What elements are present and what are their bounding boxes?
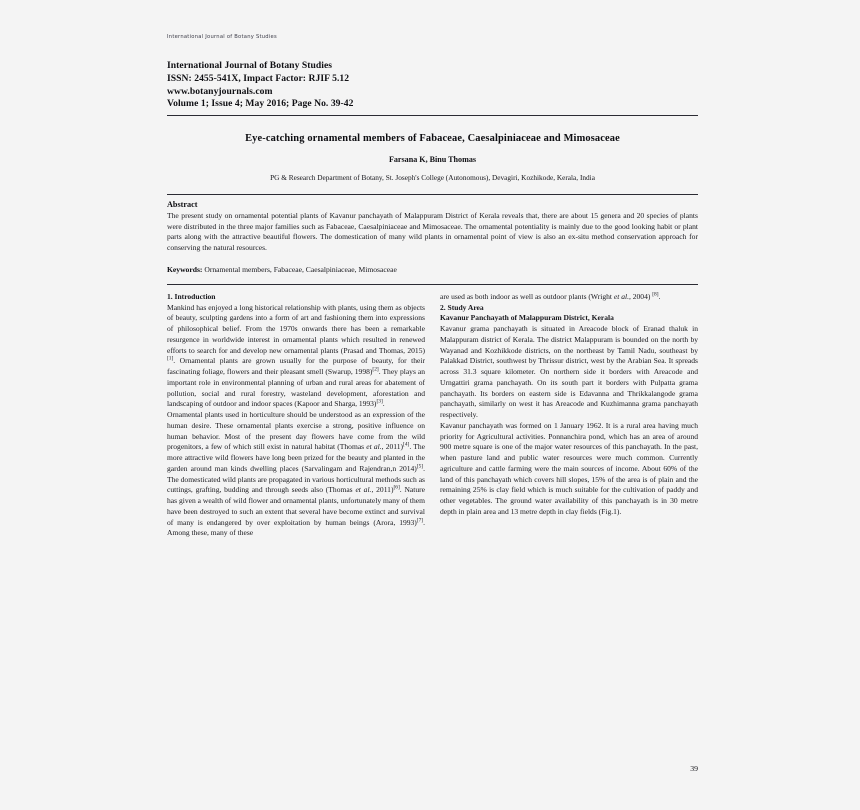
- citation-ref-5: [5]: [416, 463, 424, 470]
- italic-et-al-2: et al.: [355, 485, 372, 495]
- intro-text-b: . Ornamental plants are grown usually for the purpose of beauty, for their fascinating foliage, flowers and their pleasant smell (Swarup, 1998): [167, 356, 425, 377]
- citation-ref-2: [2]: [372, 366, 379, 373]
- section-heading-study-area: 2. Study Area: [440, 302, 484, 312]
- page-content: [167, 0, 698, 539]
- intro2-text-b: , 2011): [381, 442, 404, 452]
- intro-text-a: Mankind has enjoyed a long historical relationship with plants, using them as objects of beauty, sculpting gardens into a form of art and fashioning them into expressions of philosophical belief. From the 1970s onwards there has been a remarkable resurgence in worldwide interest in ornamental plants which resulted in renewed efforts to search for and develop new ornamental plants (Prasad and Thomas, 2015): [167, 302, 425, 355]
- keywords-value: Ornamental members, Fabaceae, Caesalpiniaceae, Mimosaceae: [204, 264, 397, 274]
- page-number: 39: [690, 764, 698, 773]
- intro2-text-c: . The more attractive wild flowers have long been prized for the beauty and planted in the garden around man kinds dwelling places (Sarvalingam and Rajendran,n 2014): [167, 442, 425, 473]
- citation-ref-6: [6]: [393, 484, 400, 491]
- paragraph-introduction-1: [167, 303, 425, 411]
- abstract-body: The present study on ornamental potential plants of Kavanur panchayath of Malappuram District of Kerala reveals that, there are about 15 genera and 20 species of plants were distributed in the three major families such as Fabaceae, Caesalpiniaceae and Mimosaceae. The ornamental potentiality is mainly due to the good looking habit or plant parts along with the attractive beautiful flowers. The domestication of many wild plants in ornamental point of view is also an ex-situ method conservation approach for conserving the natural resources.: [167, 210, 698, 253]
- intro2-text-a: Ornamental plants used in horticulture should be understood as an expression of the human desire. These ornamental plants exercise a strong, positive influence on human behavior. Most of the present day flowers have come from the wild progenitors, a few of which still exist in natural habitat (Thomas: [167, 410, 425, 452]
- section-heading-introduction: 1. Introduction: [167, 291, 216, 301]
- body-columns: [167, 292, 698, 539]
- paragraph-study-area-2: Kavanur panchayath was formed on 1 January 1962. It is a rural area having much priority for Agricultural activities. Ponnanchira pond, which has an area of around 900 metre square is one of the major water resources of this panchayath. In the past, when pasture land and public water resources were much common. Currently agriculture and cattle farming were the main sources of income. About 60% of the land of this panchayath which covers hill slopes, 15% of the area is of plain and the remaining 25% is clay field which is much suitable for the cultivation of paddy and other vegetables. The ground water availability of this panchayath is in 30 metre depth in plain area and 13 metre depth in clay fields (Fig.1).: [440, 420, 698, 516]
- masthead-issn-impact: ISSN: 2455-541X, Impact Factor: RJIF 5.12: [167, 72, 350, 84]
- paragraph-study-area-1: Kavanur grama panchayath is situated in Areacode block of Eranad thaluk in Malappuram district of Kerala. The district Malappuram is bounded on the north by Wayanad and Kozhikkode districts, on the northeast by Tamil Nadu, southeast by Palakkad District, southwest by Thrissur district, west by the Arabian Sea. It spreads across 31.3 square kilometer. On northern side it borders with Areacode and Urngattiri grama panchayath. On its south part it borders with Pulpatta grama panchayath. Its borders on eastern side is Edavanna and Thrikkalangode grama panchayath, similarly on west it has Areacode and Kuzhimanna grama panchayath respectively.: [440, 324, 698, 420]
- intro-text-d: .: [382, 399, 385, 409]
- citation-ref-4: [4]: [403, 441, 410, 448]
- intro2-text-d: . The domesticated wild plants are propagated in various horticultural methods such as cuttings, grafting, budding and through seeds also (Thomas: [167, 463, 425, 495]
- keywords-divider: [167, 284, 698, 285]
- masthead-volume-issue: Volume 1; Issue 4; May 2016; Page No. 39-42: [167, 98, 354, 110]
- right-column: [440, 292, 698, 539]
- journal-masthead: [167, 60, 698, 111]
- intro-text-c: . They plays an important role in environmental planning of urban and rural areas for abatement of pollution, social and rural forestry, wasteland development, aforestation and landscaping of outdoor and indoor spaces (Kapoor and Sharga, 1993): [167, 367, 425, 409]
- citation-ref-3: [3]: [376, 398, 383, 405]
- italic-et-al-3: et al.: [613, 291, 629, 301]
- page-title: Eye-catching ornamental members of Fabaceae, Caesalpiniaceae and Mimosaceae: [245, 132, 620, 144]
- running-header: International Journal of Botany Studies: [167, 34, 277, 40]
- keywords-label: Keywords:: [167, 264, 203, 274]
- paragraph-introduction-2: [167, 410, 425, 539]
- paragraph-continued: [440, 292, 698, 303]
- intro2-text-f: . Nature has given a wealth of wild flower and ornamental plants, unfortunately many of them have been destroyed to such an extent that several have become extinct and survival of many is endangered by over exploitation by human beings (Arora, 1993): [167, 485, 426, 527]
- masthead-website: www.botanyjournals.com: [167, 85, 273, 97]
- intro2-text-e: , 2011): [371, 485, 394, 495]
- left-column: [167, 292, 425, 539]
- cont-text-c: .: [658, 291, 661, 301]
- cont-text-b: , 2004): [628, 291, 653, 301]
- citation-ref-1: [1]: [167, 355, 174, 362]
- author-affiliation: PG & Research Department of Botany, St. Joseph's College (Autonomous), Devagiri, Kozhikode, Kerala, India: [270, 172, 595, 182]
- citation-ref-8: [8]: [652, 291, 659, 298]
- italic-et-al-1: et al.: [366, 442, 382, 452]
- cont-text-a: are used as both indoor as well as outdoor plants (Wright: [440, 291, 614, 301]
- abstract-heading: Abstract: [167, 199, 198, 209]
- intro2-text-g: . Among these, many of these: [167, 517, 425, 538]
- keywords-line: [167, 265, 698, 274]
- citation-ref-7: [7]: [416, 517, 424, 524]
- masthead-journal-name: International Journal of Botany Studies: [167, 60, 333, 72]
- masthead-divider: [167, 115, 698, 116]
- author-list: Farsana K, Binu Thomas: [388, 154, 477, 164]
- abstract-top-divider: [167, 194, 698, 195]
- subsection-heading-kavanur: Kavanur Panchayath of Malappuram District, Kerala: [440, 313, 614, 323]
